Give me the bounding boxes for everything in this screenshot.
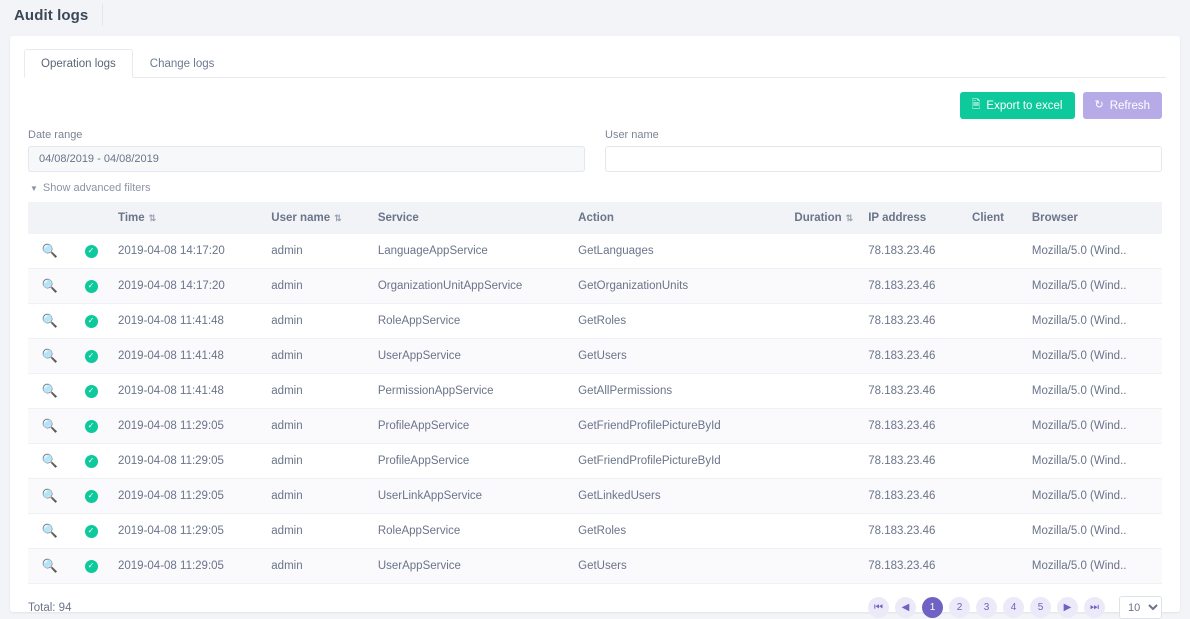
column-ip-address[interactable]: [860, 202, 964, 234]
pagination-first-button[interactable]: ⏮: [868, 597, 889, 618]
audit-logs-table: [28, 202, 1162, 584]
row-status-cell: [72, 549, 110, 584]
table-row[interactable]: [28, 374, 1162, 409]
sort-icon: ⇅: [845, 213, 853, 223]
table-row[interactable]: [28, 234, 1162, 269]
row-duration: [768, 479, 860, 514]
row-time: 2019-04-08 11:29:05: [110, 514, 263, 549]
date-range-input[interactable]: [28, 146, 585, 172]
row-status-cell: [72, 514, 110, 549]
column-detail: [28, 202, 72, 234]
table-row[interactable]: [28, 549, 1162, 584]
row-duration: [768, 409, 860, 444]
row-status-cell: [72, 269, 110, 304]
row-browser: Mozilla/5.0 (Wind..: [1024, 409, 1162, 444]
row-service: RoleAppService: [370, 514, 570, 549]
table-row[interactable]: [28, 409, 1162, 444]
date-range-field: [28, 129, 585, 172]
tab-change-logs[interactable]: [133, 49, 232, 78]
success-check-icon: ✓: [85, 560, 98, 573]
row-action: GetRoles: [570, 304, 768, 339]
row-duration: [768, 339, 860, 374]
row-service: PermissionAppService: [370, 374, 570, 409]
row-user-name: admin: [263, 234, 370, 269]
row-client: [964, 339, 1024, 374]
row-ip-address: 78.183.23.46: [860, 304, 964, 339]
row-client: [964, 304, 1024, 339]
page-header: [0, 0, 1190, 30]
row-browser: Mozilla/5.0 (Wind..: [1024, 479, 1162, 514]
refresh-icon: ↻: [1094, 99, 1104, 111]
success-check-icon: ✓: [85, 455, 98, 468]
row-action: GetFriendProfilePictureById: [570, 409, 768, 444]
success-check-icon: ✓: [85, 525, 98, 538]
row-client: [964, 444, 1024, 479]
row-duration: [768, 269, 860, 304]
table-row[interactable]: [28, 444, 1162, 479]
magnifier-icon[interactable]: 🔍: [41, 488, 59, 503]
tab-operation-logs[interactable]: [24, 49, 133, 78]
filter-row: [10, 119, 1180, 172]
row-status-cell: [72, 409, 110, 444]
column-action[interactable]: [570, 202, 768, 234]
row-browser: Mozilla/5.0 (Wind..: [1024, 269, 1162, 304]
show-advanced-filters-label: Show advanced filters: [42, 182, 151, 194]
row-duration: [768, 444, 860, 479]
magnifier-icon[interactable]: 🔍: [41, 453, 59, 468]
chevron-down-icon: ▼: [30, 183, 38, 193]
page-title: Audit logs: [14, 6, 89, 24]
magnifier-icon[interactable]: 🔍: [41, 418, 59, 433]
row-time: 2019-04-08 11:41:48: [110, 374, 263, 409]
row-client: [964, 374, 1024, 409]
column-service-label: Service: [377, 212, 419, 224]
column-browser-label: Browser: [1031, 212, 1078, 224]
row-ip-address: 78.183.23.46: [860, 549, 964, 584]
row-detail-cell[interactable]: [28, 549, 72, 584]
row-duration: [768, 374, 860, 409]
audit-logs-card: [10, 36, 1180, 612]
magnifier-icon[interactable]: 🔍: [41, 278, 59, 293]
row-ip-address: 78.183.23.46: [860, 374, 964, 409]
row-user-name: admin: [263, 479, 370, 514]
header-divider: [102, 4, 103, 26]
row-time: 2019-04-08 11:41:48: [110, 339, 263, 374]
export-to-excel-label: Export to excel: [986, 99, 1063, 112]
row-user-name: admin: [263, 409, 370, 444]
row-duration: [768, 234, 860, 269]
row-client: [964, 269, 1024, 304]
success-check-icon: ✓: [85, 350, 98, 363]
success-check-icon: ✓: [85, 280, 98, 293]
row-action: GetUsers: [570, 549, 768, 584]
column-status: [72, 202, 110, 234]
tab-bar: [24, 36, 1166, 78]
row-status-cell: [72, 374, 110, 409]
pagination-next-button[interactable]: ▶: [1057, 597, 1078, 618]
row-detail-cell[interactable]: [28, 409, 72, 444]
row-client: [964, 409, 1024, 444]
table-row[interactable]: [28, 514, 1162, 549]
tab-operation-logs-label: Operation logs: [41, 58, 116, 70]
pagination: [868, 596, 1162, 619]
success-check-icon: ✓: [85, 420, 98, 433]
date-range-label: Date range: [28, 129, 83, 141]
pagination-page-1[interactable]: 1: [922, 597, 943, 618]
row-detail-cell[interactable]: [28, 234, 72, 269]
column-duration-label: Duration: [794, 212, 842, 224]
row-time: 2019-04-08 11:29:05: [110, 444, 263, 479]
table-header-row: [28, 202, 1162, 234]
sort-icon: ⇅: [334, 213, 341, 223]
row-time: 2019-04-08 11:29:05: [110, 549, 263, 584]
row-service: OrganizationUnitAppService: [370, 269, 570, 304]
row-time: 2019-04-08 11:29:05: [110, 409, 263, 444]
column-user-name-label: User name: [271, 212, 331, 224]
column-browser[interactable]: [1024, 202, 1162, 234]
row-status-cell: [72, 304, 110, 339]
column-client-label: Client: [972, 212, 1004, 224]
user-name-label: User name: [605, 129, 659, 141]
row-ip-address: 78.183.23.46: [860, 339, 964, 374]
column-time[interactable]: [110, 202, 263, 234]
table-row[interactable]: [28, 339, 1162, 374]
row-time: 2019-04-08 14:17:20: [110, 269, 263, 304]
row-user-name: admin: [263, 444, 370, 479]
total-count: Total: 94: [28, 601, 72, 614]
pagination-page-4[interactable]: 4: [1003, 597, 1024, 618]
row-detail-cell[interactable]: [28, 444, 72, 479]
row-time: 2019-04-08 11:41:48: [110, 304, 263, 339]
row-browser: Mozilla/5.0 (Wind..: [1024, 234, 1162, 269]
user-name-field: [605, 129, 1162, 172]
row-service: RoleAppService: [370, 304, 570, 339]
table-row[interactable]: [28, 479, 1162, 514]
row-client: [964, 549, 1024, 584]
success-check-icon: ✓: [85, 385, 98, 398]
row-ip-address: 78.183.23.46: [860, 514, 964, 549]
row-action: GetLanguages: [570, 234, 768, 269]
show-advanced-filters-toggle[interactable]: [10, 172, 1180, 202]
row-duration: [768, 549, 860, 584]
row-action: GetRoles: [570, 514, 768, 549]
row-service: UserAppService: [370, 339, 570, 374]
excel-file-icon: 🗎: [971, 99, 981, 111]
row-ip-address: 78.183.23.46: [860, 234, 964, 269]
table-header: [28, 202, 1162, 234]
row-service: ProfileAppService: [370, 409, 570, 444]
row-action: GetFriendProfilePictureById: [570, 444, 768, 479]
row-service: LanguageAppService: [370, 234, 570, 269]
row-user-name: admin: [263, 549, 370, 584]
row-user-name: admin: [263, 374, 370, 409]
pagination-prev-button[interactable]: ◀: [895, 597, 916, 618]
row-status-cell: [72, 479, 110, 514]
column-time-label: Time: [118, 212, 145, 224]
row-user-name: admin: [263, 514, 370, 549]
column-duration[interactable]: [768, 202, 860, 234]
row-user-name: admin: [263, 304, 370, 339]
row-user-name: admin: [263, 339, 370, 374]
pagination-page-2[interactable]: 2: [949, 597, 970, 618]
row-ip-address: 78.183.23.46: [860, 479, 964, 514]
row-client: [964, 479, 1024, 514]
refresh-label: Refresh: [1109, 99, 1150, 112]
row-service: UserLinkAppService: [370, 479, 570, 514]
pagination-page-5[interactable]: 5: [1030, 597, 1051, 618]
magnifier-icon[interactable]: 🔍: [41, 523, 59, 538]
magnifier-icon[interactable]: 🔍: [41, 383, 59, 398]
row-service: ProfileAppService: [370, 444, 570, 479]
table-footer: [10, 584, 1180, 619]
column-action-label: Action: [578, 212, 614, 224]
row-action: GetLinkedUsers: [570, 479, 768, 514]
row-service: UserAppService: [370, 549, 570, 584]
row-status-cell: [72, 339, 110, 374]
row-detail-cell[interactable]: [28, 479, 72, 514]
user-name-input[interactable]: [605, 146, 1162, 172]
row-action: GetUsers: [570, 339, 768, 374]
row-time: 2019-04-08 14:17:20: [110, 234, 263, 269]
page-size-select[interactable]: [1119, 596, 1162, 619]
success-check-icon: ✓: [85, 315, 98, 328]
column-ip-address-label: IP address: [868, 212, 927, 224]
row-browser: Mozilla/5.0 (Wind..: [1024, 339, 1162, 374]
row-user-name: admin: [263, 269, 370, 304]
success-check-icon: ✓: [85, 490, 98, 503]
table-row[interactable]: [28, 304, 1162, 339]
row-browser: Mozilla/5.0 (Wind..: [1024, 549, 1162, 584]
row-time: 2019-04-08 11:29:05: [110, 479, 263, 514]
row-browser: Mozilla/5.0 (Wind..: [1024, 444, 1162, 479]
table-body: [28, 234, 1162, 584]
row-duration: [768, 304, 860, 339]
row-status-cell: [72, 234, 110, 269]
magnifier-icon[interactable]: 🔍: [41, 243, 59, 258]
row-ip-address: 78.183.23.46: [860, 269, 964, 304]
magnifier-icon[interactable]: 🔍: [41, 348, 59, 363]
column-service[interactable]: [370, 202, 570, 234]
refresh-button[interactable]: [1083, 92, 1163, 119]
row-client: [964, 234, 1024, 269]
row-detail-cell[interactable]: [28, 339, 72, 374]
column-user-name[interactable]: [263, 202, 370, 234]
row-client: [964, 514, 1024, 549]
row-action: GetAllPermissions: [570, 374, 768, 409]
row-detail-cell[interactable]: [28, 269, 72, 304]
sort-icon: ⇅: [148, 213, 156, 223]
row-action: GetOrganizationUnits: [570, 269, 768, 304]
toolbar: [10, 78, 1180, 119]
tab-change-logs-label: Change logs: [149, 58, 215, 70]
row-browser: Mozilla/5.0 (Wind..: [1024, 374, 1162, 409]
success-check-icon: ✓: [85, 245, 98, 258]
row-duration: [768, 514, 860, 549]
pagination-page-3[interactable]: 3: [976, 597, 997, 618]
row-ip-address: 78.183.23.46: [860, 409, 964, 444]
row-ip-address: 78.183.23.46: [860, 444, 964, 479]
row-detail-cell[interactable]: [28, 374, 72, 409]
row-browser: Mozilla/5.0 (Wind..: [1024, 304, 1162, 339]
row-browser: Mozilla/5.0 (Wind..: [1024, 514, 1162, 549]
row-status-cell: [72, 444, 110, 479]
table-row[interactable]: [28, 269, 1162, 304]
column-client[interactable]: [964, 202, 1024, 234]
pagination-last-button[interactable]: ⏭: [1084, 597, 1105, 618]
row-detail-cell[interactable]: [28, 304, 72, 339]
row-detail-cell[interactable]: [28, 514, 72, 549]
export-to-excel-button[interactable]: [960, 92, 1075, 119]
magnifier-icon[interactable]: 🔍: [41, 313, 59, 328]
magnifier-icon[interactable]: 🔍: [41, 558, 59, 573]
